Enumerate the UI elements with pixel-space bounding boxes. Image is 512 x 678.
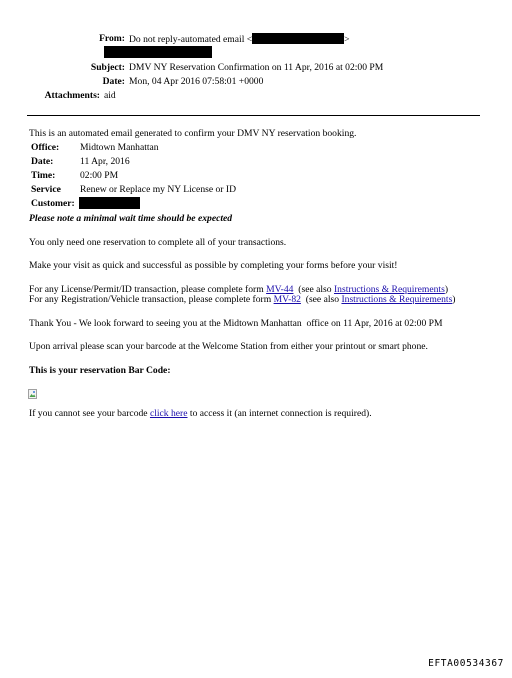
license-line-post: ) bbox=[444, 284, 449, 295]
customer-label: Customer: bbox=[31, 198, 75, 209]
license-line-mid: (see also bbox=[293, 284, 334, 295]
customer-field bbox=[79, 197, 140, 210]
broken-image-icon bbox=[28, 389, 37, 399]
service-value: Renew or Replace my NY License or ID bbox=[80, 184, 237, 195]
make-visit-text: Make your visit as quick and successful as possible by completing your forms before your visit! bbox=[29, 260, 398, 271]
customer-redaction bbox=[79, 197, 140, 209]
appt-date-value: 11 Apr, 2016 bbox=[80, 156, 130, 167]
registration-line-pre: For any Registration/Vehicle transaction, please complete form bbox=[29, 294, 274, 305]
time-label: Time: bbox=[31, 170, 56, 181]
subject-value: DMV NY Reservation Confirmation on 11 Apr, 2016 at 02:00 PM bbox=[129, 62, 384, 73]
from-label: From: bbox=[99, 33, 125, 44]
date-label: Date: bbox=[102, 76, 125, 87]
office-label: Office: bbox=[31, 142, 60, 153]
attachments-value[interactable]: aid bbox=[104, 90, 116, 101]
cannot-see-pre: If you cannot see your barcode bbox=[29, 408, 150, 419]
mv82-link[interactable]: MV-82 bbox=[273, 294, 301, 305]
cannot-see-line bbox=[29, 408, 372, 419]
upon-arrival-text: Upon arrival please scan your barcode at the Welcome Station from either your printout or smart phone. bbox=[29, 341, 428, 352]
intro-text: This is an automated email generated to confirm your DMV NY reservation booking. bbox=[29, 128, 357, 139]
thank-you-text: Thank You - We look forward to seeing you at the Midtown Manhattan office on 11 Apr, 2016 at 02:00 PM bbox=[29, 318, 443, 329]
wait-note: Please note a minimal wait time should be expected bbox=[29, 213, 233, 224]
appt-date-label: Date: bbox=[31, 156, 54, 167]
registration-line-post: ) bbox=[452, 294, 456, 305]
header-divider bbox=[27, 115, 480, 116]
from-value: Do not reply-automated email < bbox=[129, 34, 253, 45]
license-requirements-link[interactable]: Instructions & Requirements bbox=[333, 284, 445, 295]
service-label: Service bbox=[31, 184, 61, 195]
one-reservation-text: You only need one reservation to complete all of your transactions. bbox=[29, 237, 287, 248]
barcode-heading: This is your reservation Bar Code: bbox=[29, 365, 171, 376]
registration-requirements-link[interactable]: Instructions & Requirements bbox=[341, 294, 453, 305]
from-redaction bbox=[252, 33, 344, 44]
from-field bbox=[129, 33, 350, 45]
registration-form-line bbox=[29, 294, 456, 305]
to-field bbox=[104, 46, 212, 59]
to-redaction bbox=[104, 46, 212, 58]
bates-number: EFTA00534367 bbox=[428, 658, 504, 669]
cannot-see-post: to access it (an internet connection is required). bbox=[187, 408, 372, 419]
from-close: > bbox=[344, 34, 350, 45]
click-here-link[interactable]: click here bbox=[149, 408, 188, 419]
license-line-pre: For any License/Permit/ID transaction, please complete form bbox=[29, 284, 267, 295]
office-value: Midtown Manhattan bbox=[80, 142, 159, 153]
time-value: 02:00 PM bbox=[80, 170, 119, 181]
date-value: Mon, 04 Apr 2016 07:58:01 +0000 bbox=[129, 76, 264, 87]
attachments-label: Attachments: bbox=[44, 90, 100, 101]
registration-line-mid: (see also bbox=[300, 294, 342, 305]
mv44-link[interactable]: MV-44 bbox=[266, 284, 294, 295]
subject-label: Subject: bbox=[90, 62, 125, 73]
